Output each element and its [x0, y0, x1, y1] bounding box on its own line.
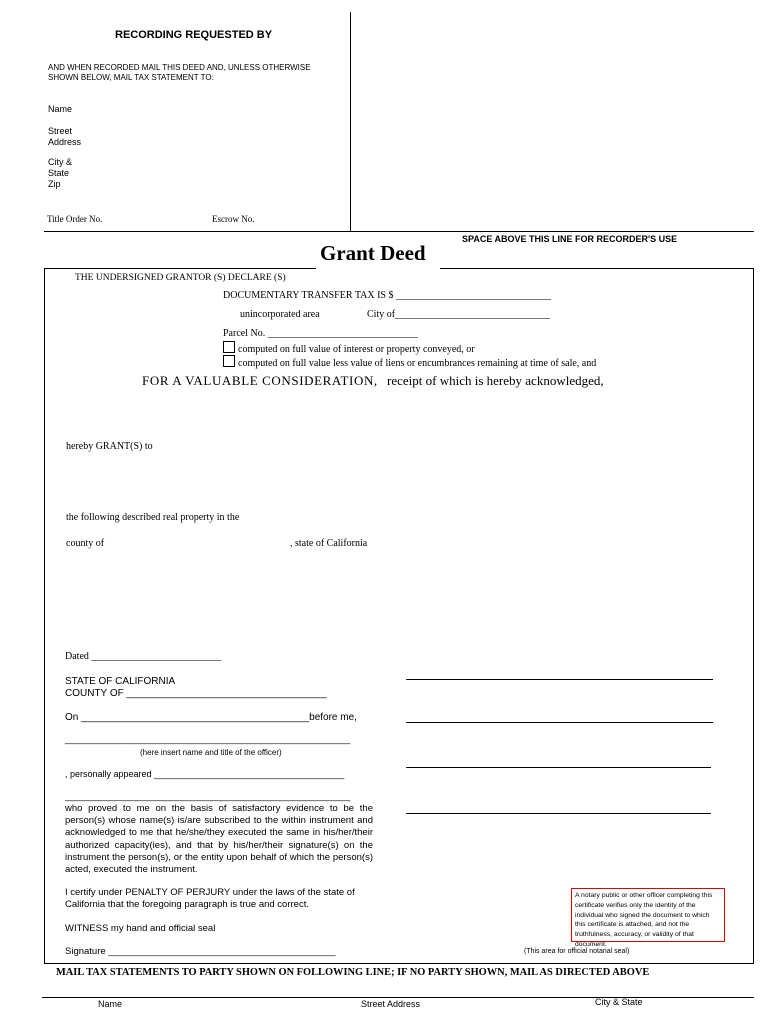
- transfer-tax-field[interactable]: DOCUMENTARY TRANSFER TAX IS $ _______________________________: [223, 290, 551, 301]
- signature-line-3[interactable]: [406, 767, 711, 768]
- city-of-field[interactable]: City of_______________________________: [367, 309, 551, 320]
- notary-state: STATE OF CALIFORNIA: [65, 676, 176, 687]
- notary-county-field[interactable]: COUNTY OF ____________________________________: [65, 688, 327, 699]
- signature-field[interactable]: Signature ___________________________________________: [65, 946, 336, 957]
- footer-name-label: Name: [98, 999, 123, 1009]
- dated-field[interactable]: Dated __________________________: [65, 651, 222, 662]
- footer-party-line[interactable]: [42, 997, 754, 998]
- parcel-number-field[interactable]: Parcel No. ______________________________: [223, 328, 418, 339]
- escrow-label: Escrow No.: [212, 214, 255, 224]
- appeared-blank-line[interactable]: _________________________________________________________: [65, 791, 351, 801]
- witness-label: WITNESS my hand and official seal: [65, 923, 216, 934]
- unincorporated-area-label: unincorporated area: [240, 309, 320, 320]
- signature-line-2[interactable]: [406, 722, 713, 723]
- title-order-label: Title Order No.: [47, 214, 103, 224]
- consideration-line: [142, 373, 604, 389]
- notary-notice-text: A notary public or other officer completing this certificate verifies only the identity of the individual who signed the document to which this certificate is attached, and not the truthfulness, accuracy, or validity of that document.: [575, 892, 713, 948]
- recording-requested-title: RECORDING REQUESTED BY: [115, 29, 273, 41]
- computed-less-checkbox[interactable]: [223, 355, 235, 367]
- officer-name-field[interactable]: _________________________________________________________: [65, 734, 351, 744]
- certify-paragraph: I certify under PENALTY OF PERJURY under the laws of the state of California that the foregoing paragraph is true and correct.: [65, 887, 355, 911]
- footer-street-address-label: Street Address: [361, 999, 421, 1009]
- name-label: Name: [48, 104, 73, 114]
- computed-full-label: computed on full value of interest or property conveyed, or: [238, 344, 475, 355]
- officer-caption: (here insert name and title of the officer): [140, 748, 282, 757]
- recording-vertical-divider: [350, 12, 351, 232]
- body-right-border: [753, 268, 754, 964]
- recorder-use-note: SPACE ABOVE THIS LINE FOR RECORDER'S USE: [462, 234, 678, 244]
- seal-caption: (This area for official notarial seal): [524, 948, 630, 955]
- body-left-border: [44, 268, 45, 964]
- proved-paragraph: who proved to me on the basis of satisfactory evidence to be the person(s) whose name(s) is/are subscribed to the within instrument and acknowledged to me that he/she/they executed the same in his/her/their authorized capacity(ies), and that by his/her/their signature(s) on the instrument the person(s), or the entity upon behalf of which the person(s) acted, executed the instrument.: [65, 803, 373, 876]
- computed-less-option[interactable]: [223, 355, 596, 369]
- city-label: City &: [48, 157, 73, 167]
- signature-line-4[interactable]: [406, 813, 711, 814]
- street-label: Street: [48, 126, 73, 136]
- body-top-border-right: [440, 268, 754, 269]
- computed-full-option[interactable]: [223, 341, 475, 355]
- state-of-california-label: , state of California: [290, 538, 368, 549]
- consideration-rest: receipt of which is hereby acknowledged,: [387, 373, 604, 388]
- personally-appeared-field[interactable]: , personally appeared ______________________________________: [65, 769, 345, 779]
- grantor-declare: THE UNDERSIGNED GRANTOR (S) DECLARE (S): [75, 273, 286, 283]
- county-of-label: county of: [66, 538, 105, 549]
- footer-city-state-label: City & State: [595, 997, 643, 1007]
- body-top-border: [44, 268, 316, 269]
- zip-label: Zip: [48, 179, 61, 189]
- property-in-label: the following described real property in the: [66, 512, 240, 523]
- address-label: Address: [48, 137, 82, 147]
- body-bottom-border: [44, 963, 754, 964]
- consideration-caps: FOR A VALUABLE CONSIDERATION,: [142, 373, 378, 388]
- signature-line-1[interactable]: [406, 679, 713, 680]
- grants-to-label: hereby GRANT(S) to: [66, 441, 153, 452]
- state-label: State: [48, 168, 70, 178]
- mail-instruction-line1: AND WHEN RECORDED MAIL THIS DEED AND, UNLESS OTHERWISE: [48, 63, 311, 72]
- computed-less-label: computed on full value less value of liens or encumbrances remaining at time of sale, and: [238, 358, 597, 369]
- recorder-line: [44, 231, 754, 232]
- mail-tax-statement-instruction: MAIL TAX STATEMENTS TO PARTY SHOWN ON FOLLOWING LINE; IF NO PARTY SHOWN, MAIL AS DIRECTED ABOVE: [56, 967, 650, 978]
- deed-title: Grant Deed: [320, 241, 426, 265]
- mail-instruction-line2: SHOWN BELOW, MAIL TAX STATEMENT TO:: [48, 73, 214, 82]
- computed-full-checkbox[interactable]: [223, 341, 235, 353]
- notary-notice-box: [571, 888, 725, 948]
- notary-on-date-field[interactable]: On _________________________________________before me,: [65, 712, 357, 723]
